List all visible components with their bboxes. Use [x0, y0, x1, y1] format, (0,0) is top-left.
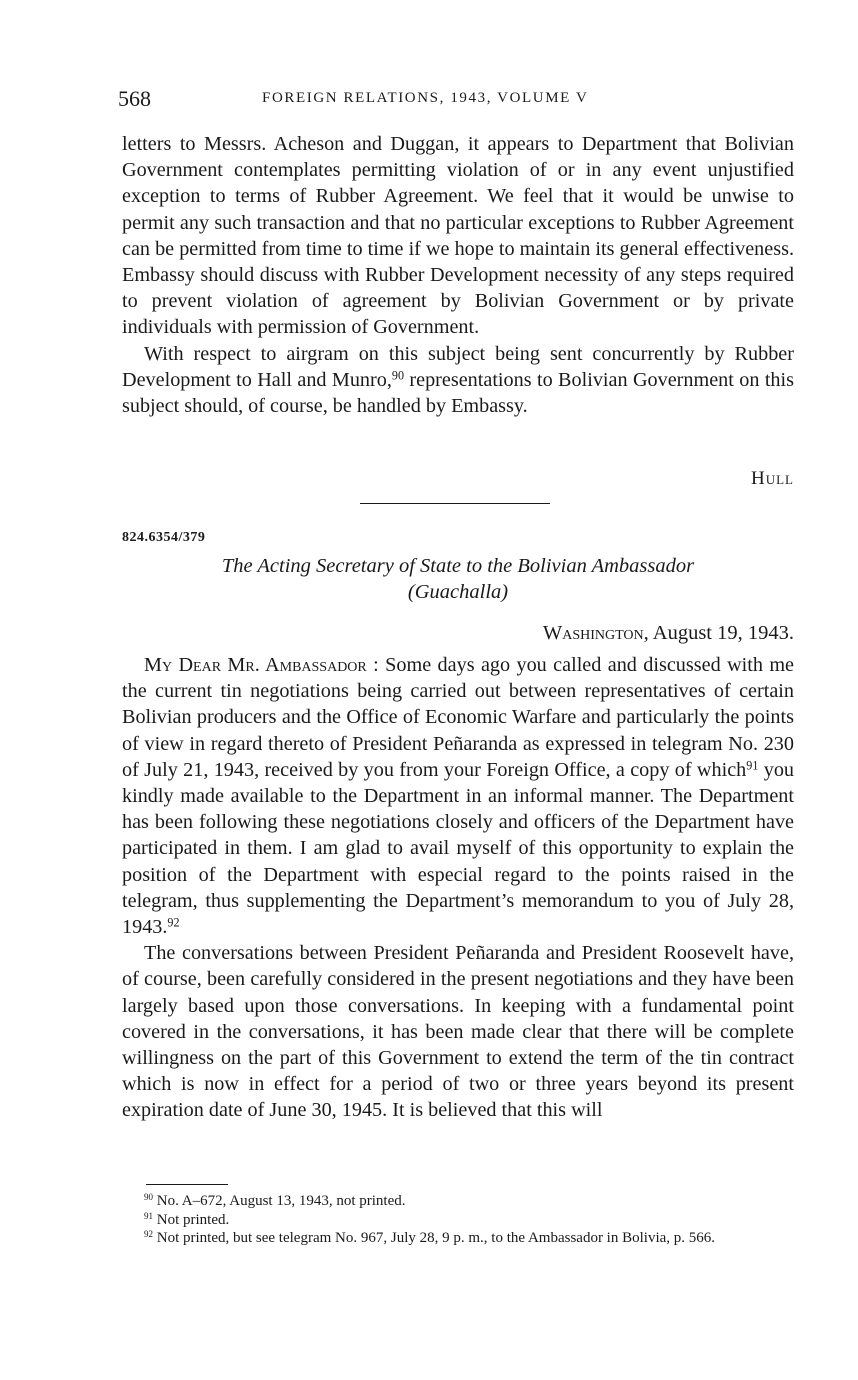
dateline-date: , August 19, 1943. — [643, 622, 794, 644]
paragraph-text: you kindly made available to the Department in an informal manner. The Department has been following these negotiations closely and officers of the Department have participated in them. I am glad to avail myself of this opportunity to explain the position of the Department with especial regard to the points raised in the telegram, thus supplementing the Department’s memorandum to you of July 28, 1943. — [122, 758, 795, 939]
footnote-text: Not printed. — [153, 1211, 230, 1228]
title-line: (Guachalla) — [407, 581, 509, 603]
running-head: FOREIGN RELATIONS, 1943, VOLUME V — [262, 90, 589, 106]
footnote — [122, 1192, 798, 1211]
footnote-reference: 91 — [746, 758, 759, 773]
file-number: 824.6354/379 — [122, 530, 206, 545]
signature: Hull — [751, 468, 794, 489]
paragraph-text: With respect to airgram on this subject being sent concurrently by Rubber Development to Hall and Munro, — [122, 342, 794, 391]
footnote — [122, 1211, 798, 1230]
footnote-text: Not printed, but see telegram No. 967, July 28, 9 p. m., to the Ambassador in Bolivia, p. 566. — [153, 1230, 716, 1246]
paragraph — [122, 341, 794, 420]
paragraph: letters to Messrs. Acheson and Duggan, it appears to Department that Bolivian Government contemplates permitting violation of or in any event unjustified exception to terms of Rubber Agreement. We feel that it would be unwise to permit any such transaction and that no particular exceptions to Rubber Agreement can be permitted from time to time if we hope to maintain its general effectiveness. Embassy should discuss with Rubber Development necessity of any steps required to prevent violation of agreement by Bolivian Government or by private individuals with permission of Government. — [122, 133, 794, 339]
dateline-place: Washington — [542, 622, 644, 644]
footnote-divider — [146, 1184, 228, 1185]
salutation: My Dear Mr. Ambassador — [144, 654, 367, 676]
dateline — [543, 622, 794, 645]
footnote-text: No. A–672, August 13, 1943, not printed. — [153, 1193, 406, 1209]
paragraph: The conversations between President Peñaranda and President Roosevelt have, of course, been carefully considered in the present negotiations and they have been largely based upon those conversations. In keeping with a fundamental point covered in the conversations, it has been made clear that there will be complete willingness on the part of this Government to extend the term of the tin contract which is now in effect for a period of two or three years beyond its present expiration date of June 30, 1945. It is believed that this will — [122, 942, 794, 1122]
footnote — [122, 1229, 798, 1248]
previous-document-text — [122, 131, 794, 419]
paragraph-text: Some days ago you called and discussed with me the current tin negotiations being carried out between representatives of certain Bolivian producers and the Office of Economic Warfare and particularly the points of view in regard thereto of President Peñaranda as expressed in telegram No. 230 of July 21, 1943, received by you from your Foreign Office, a copy of which — [122, 654, 795, 781]
salutation-colon: : — [366, 654, 386, 676]
footnote-mark: 90 — [144, 1192, 153, 1203]
footnote-reference: 92 — [167, 915, 180, 930]
footnote-reference: 90 — [391, 368, 404, 383]
footnote-mark: 91 — [144, 1210, 153, 1221]
document-title — [122, 553, 794, 605]
footnotes — [122, 1192, 798, 1248]
page-number: 568 — [118, 86, 151, 111]
title-line: The Acting Secretary of State to the Bolivian Ambassador — [221, 555, 695, 577]
paragraph-text: representations to Bolivian Government on this subject should, of course, be handled by Embassy. — [122, 368, 794, 418]
section-divider — [360, 503, 550, 504]
letter-body — [122, 652, 794, 1124]
paragraph — [122, 652, 794, 940]
footnote-mark: 92 — [144, 1229, 153, 1240]
